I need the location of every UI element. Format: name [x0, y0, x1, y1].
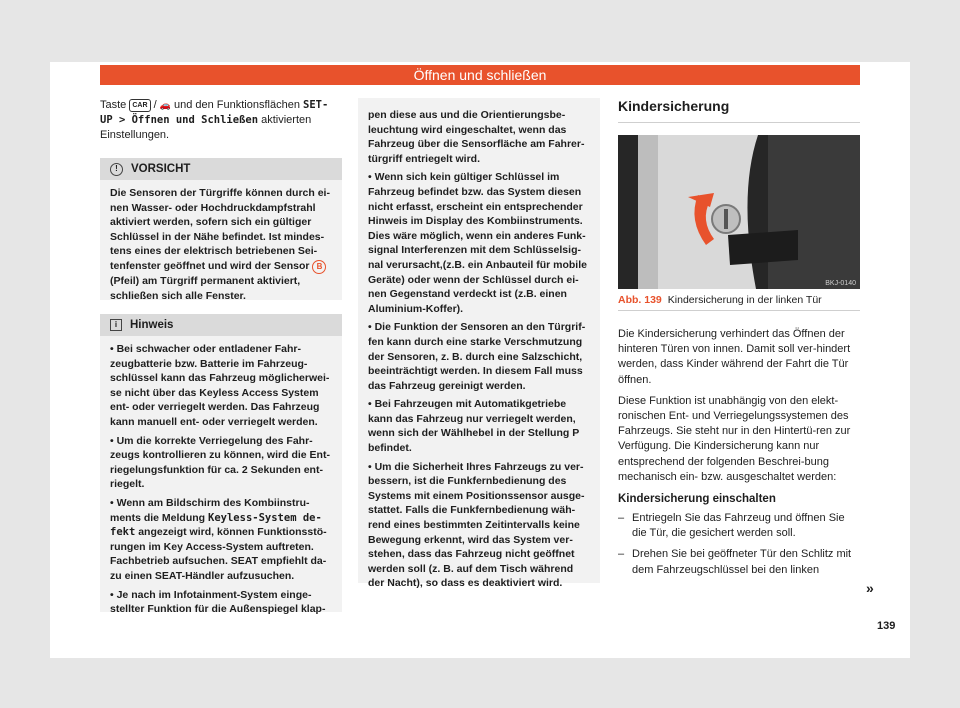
step-item: – Drehen Sie bei geöffneter Tür den Schlitz mit dem Fahrzeugschlüssel bei den linken — [618, 548, 852, 576]
sensor-b-badge: B — [312, 260, 326, 274]
note-continued-text — [358, 98, 600, 601]
info-icon: i — [110, 319, 122, 331]
note-item: • Je nach im Infotainment-System einge-stellter Funktion für die Außenspiegel klap- — [110, 588, 326, 616]
caption-rule — [618, 310, 860, 311]
note-item: • Wenn sich kein gültiger Schlüssel im Fahrzeug befindet bzw. das System diesen nicht erfasst, erscheint ein entsprechender Hinweis im Display des Kombiinstruments. Dies wäre möglich, wenn ein anderes Funk-signal Interferenzen mit dem Schlüsselsig-nal verursacht,(z.B. ein Anbauteil für mobile Geräte) oder wenn der Schlüssel durch ei-nen Gegenstand verdeckt ist (z.B. einen Aluminium-Koffer). — [368, 171, 587, 315]
note-item: • Die Funktion der Sensoren an den Türgrif-fen kann durch eine starke Verschmutzung der Sensoren, z. B. durch eine Salzschicht, beeinträchtigt werden. In diesem Fall muss das Fahrzeug gereinigt werden. — [368, 321, 586, 392]
continue-mark: » — [866, 580, 874, 596]
car-icon: 🚗 — [159, 100, 171, 110]
note-box — [100, 314, 342, 616]
column-left — [100, 98, 342, 144]
door-illustration — [618, 135, 860, 289]
column-right — [618, 98, 860, 578]
caution-icon: ! — [110, 163, 123, 176]
note-box-continued — [358, 98, 600, 590]
section-title: Kindersicherung — [618, 98, 730, 114]
figure-code: BKJ-0140 — [825, 280, 856, 287]
section-rule — [618, 122, 860, 123]
page-number: 139 — [877, 620, 896, 632]
car-button-icon: CAR — [129, 99, 150, 112]
note-item: • Um die korrekte Verriegelung des Fahr-zeugs kontrollieren zu können, wird die Ent-riegelungsfunktion für ca. 2 Sekunden ent-riegelt. — [110, 434, 330, 491]
figure-child-lock — [618, 135, 860, 289]
figure-caption: Abb. 139 Kindersicherung in der linken Tür — [618, 294, 822, 306]
page-header: Öffnen und schließen — [100, 65, 860, 85]
caution-header: ! VORSICHT — [100, 158, 342, 180]
note-header: i Hinweis — [100, 314, 342, 336]
note-item: pen diese aus und die Orientierungsbe-leuchtung wird eingeschaltet, wenn das Fahrzeug über die Sensorfläche am Fahrer-türgriff entriegelt wird. — [368, 109, 585, 165]
note-item: • Bei schwacher oder entladener Fahr-zeugbatterie bzw. Batterie im Fahrzeug-schlüssel kann das Fahrzeug möglicherwei-se nicht über das Keyless Access System ent- oder verriegelt werden. Das Fahrzeug kann manuell ent- oder verriegelt werden. — [110, 343, 330, 428]
step-item: – Entriegeln Sie das Fahrzeug und öffnen Sie die Tür, die gesichert werden soll. — [618, 512, 845, 540]
subheading: Kindersicherung einschalten — [618, 493, 776, 506]
note-item: • Bei Fahrzeugen mit Automatikgetriebe kann das Fahrzeug nur verriegelt werden, wenn sich der Wählhebel in der Stellung P befindet. — [368, 398, 580, 455]
note-text — [100, 336, 342, 627]
caution-text: Die Sensoren der Türgriffe können durch ei-nen Wasser- oder Hochdruckdampfstrahl aktiviert werden, sofern sich ein gültiger Schlüssel in der Nähe befindet. Ist mindes-tens eines der elektrisch betriebenen Sei-tenfenster geöffnet und wird der Sensor B (Pfeil) am Türgriff permanent aktiviert, schließen sich alle Fenster. — [110, 187, 330, 302]
note-item: • Um die Sicherheit Ihres Fahrzeugs zu ver-bessern, ist die Funkfernbedienung des Systems mit einem Positionssensor ausge-stattet. Falls die Funkfernbedienung wäh-rend eines bestimmten Zeitintervalls keine Bewegung erkennt, wird das System ver-stehen, dass das Fahrzeug nicht geöffnet werden soll (z. B. auf dem Tisch während der Nacht), so dass es deaktiviert wird. — [368, 460, 585, 590]
intro-text: Taste CAR / 🚗 und den Funktionsflächen SET- UP > Öffnen und Schließen aktivierten Einstellungen. — [100, 99, 329, 142]
paragraph: Diese Funktion ist unabhängig von den elekt-ronischen Ent- und Verriegelungssystemen des Fahrzeugs. Sie steht nur in den Hintertü-ren zur Verfügung. Die Kindersicherung kann nur entsprechend der folgenden Beschrei-bung mechanisch ein- bzw. ausgeschaltet werden: — [618, 394, 851, 483]
caution-box — [100, 158, 342, 300]
note-item: • Wenn am Bildschirm des Kombiinstru-ments die Meldung Keyless-System de-fekt angezeigt wird, können Funktionsstö-rungen im Key Access-System auftreten. Fachbetrieb aufsuchen. SEAT empfiehlt da-zu einen SEAT-Händler aufzusuchen. — [110, 496, 327, 582]
figure-number: Abb. 139 — [618, 294, 662, 306]
paragraph: Die Kindersicherung verhindert das Öffnen der hinteren Türen von innen. Damit soll ver-hindert werden, dass Kinder während der Fahrt die Tür öffnen. — [618, 328, 851, 386]
